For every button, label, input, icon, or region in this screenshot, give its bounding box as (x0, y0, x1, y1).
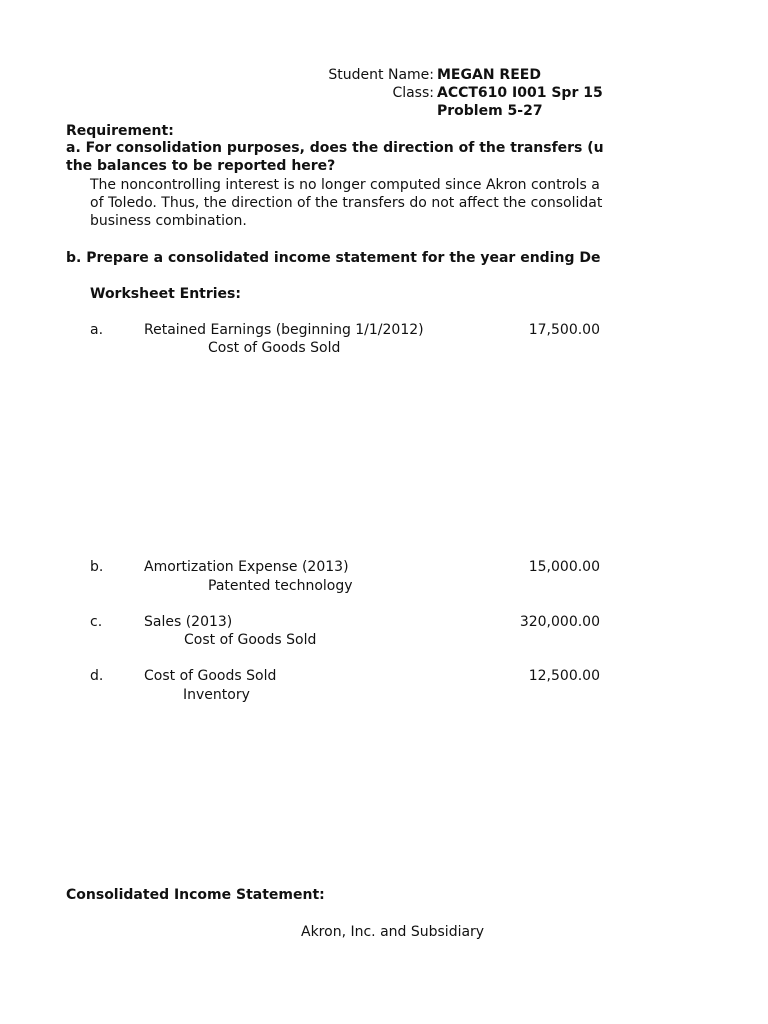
entry-amount: 15,000.00 (528, 559, 600, 575)
class-label: Class: (392, 85, 434, 101)
entry-letter: b. (90, 559, 104, 575)
company-name: Akron, Inc. and Subsidiary (301, 924, 485, 940)
entry-credit-account: Cost of Goods Sold (208, 340, 341, 356)
entry-credit-account: Inventory (183, 687, 250, 703)
problem-number: Problem 5-27 (437, 103, 543, 119)
answer-line1: The noncontrolling interest is no longer computed since Akron controls a (90, 177, 600, 193)
requirement-heading: Requirement: (66, 123, 174, 139)
entry-credit-account: Cost of Goods Sold (184, 632, 317, 648)
entry-amount: 12,500.00 (528, 668, 600, 684)
entry-debit-account: Cost of Goods Sold (144, 668, 277, 684)
entry-amount: 17,500.00 (528, 322, 600, 338)
entry-amount: 320,000.00 (519, 614, 600, 630)
entry-debit-account: Sales (2013) (144, 614, 233, 630)
student-name-label: Student Name: (328, 67, 434, 83)
entry-letter: a. (90, 322, 104, 338)
question-a-line1: a. For consolidation purposes, does the direction of the transfers (u (66, 140, 604, 156)
question-a-line2: the balances to be reported here? (66, 158, 336, 174)
entry-debit-account: Retained Earnings (beginning 1/1/2012) (144, 322, 424, 338)
answer-line3: business combination. (90, 213, 247, 229)
student-name-value: MEGAN REED (437, 67, 541, 83)
question-b: b. Prepare a consolidated income statement for the year ending De (66, 250, 601, 266)
class-value: ACCT610 I001 Spr 15 (437, 85, 603, 101)
entry-letter: c. (90, 614, 103, 630)
answer-line2: of Toledo. Thus, the direction of the transfers do not affect the consolidat (90, 195, 603, 211)
entry-letter: d. (90, 668, 104, 684)
entry-debit-account: Amortization Expense (2013) (144, 559, 349, 575)
worksheet-heading: Worksheet Entries: (90, 286, 241, 302)
income-statement-heading: Consolidated Income Statement: (66, 887, 325, 903)
entry-credit-account: Patented technology (208, 578, 353, 594)
